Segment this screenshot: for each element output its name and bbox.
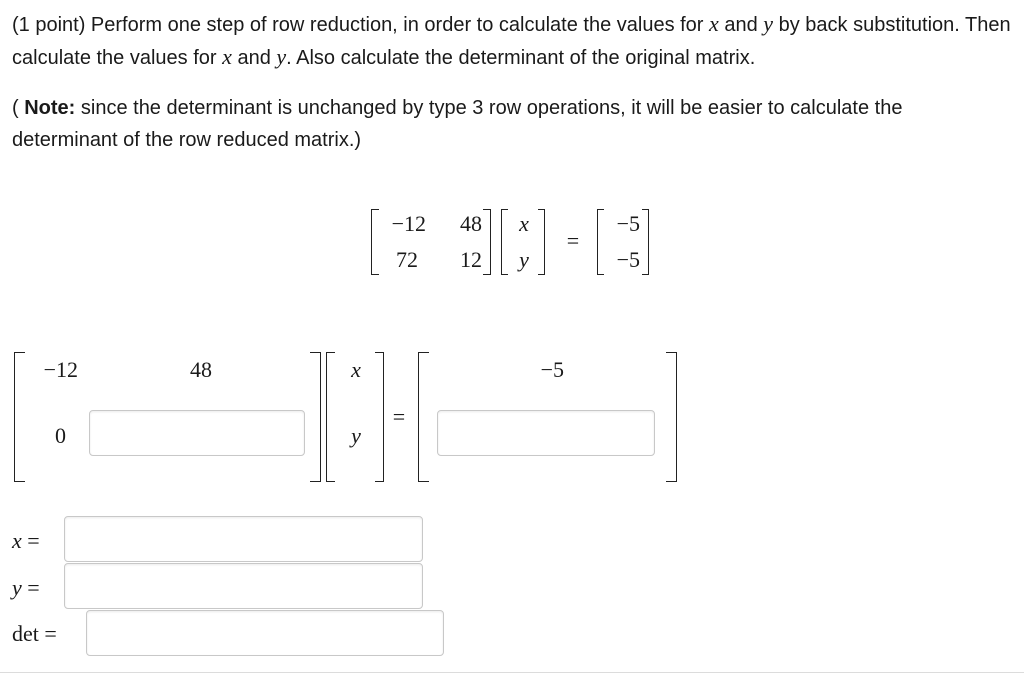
problem-paragraph — [12, 8, 1012, 74]
problem-statement — [12, 8, 1012, 174]
reduced-entry-r1c1: −12 — [43, 357, 78, 382]
matrix-entry-r2c2: 12 — [460, 247, 482, 272]
matrix-left-bracket — [371, 209, 379, 275]
equals-sign: = — [566, 228, 580, 253]
rhs-right-bracket — [642, 209, 649, 275]
reduced-rhs-left-bracket — [418, 352, 429, 482]
rhs-entry-1: −5 — [616, 211, 640, 236]
reduced-vector-y: y — [351, 423, 361, 448]
vector-right-bracket — [538, 209, 545, 275]
vector-x: x — [519, 211, 529, 236]
reduced-matrix-right-bracket — [310, 352, 321, 482]
det-answer-input[interactable] — [86, 610, 444, 656]
problem-text-and-2: and — [231, 47, 277, 69]
note-paragraph — [12, 92, 1012, 156]
note-open: ( — [12, 97, 25, 119]
y-answer-input[interactable] — [64, 563, 423, 609]
rhs-left-bracket — [597, 209, 604, 275]
reduced-entry-r1c2: 48 — [190, 357, 212, 382]
var-y: y — [763, 11, 774, 36]
reduced-matrix-left-bracket — [14, 352, 25, 482]
var-x: x — [709, 11, 719, 36]
var-y-2: y — [276, 44, 287, 69]
vector-left-bracket — [501, 209, 508, 275]
var-x-2: x — [222, 44, 232, 69]
det-label: det = — [12, 621, 57, 646]
note-text: since the determinant is unchanged by type 3 row operations, it will be easier to calculate the determinant of the row reduced matrix.) — [12, 97, 903, 151]
matrix-entry-r1c2: 48 — [460, 211, 482, 236]
matrix-entry-r2c1: 72 — [396, 247, 418, 272]
problem-text-2: by back substitution. Then calculate the values for — [12, 14, 1011, 69]
reduced-equals-sign: = — [392, 404, 406, 429]
note-label: Note: — [24, 97, 76, 119]
problem-text-3: . Also calculate the determinant of the original matrix. — [286, 47, 756, 69]
matrix-entry-r1c1: −12 — [391, 211, 426, 236]
problem-text-1: (1 point) Perform one step of row reduction, in order to calculate the values for — [12, 14, 710, 36]
reduced-vector-right-bracket — [375, 352, 384, 482]
reduced-rhs-right-bracket — [666, 352, 677, 482]
reduced-entry-r2c2-input[interactable] — [89, 410, 305, 456]
reduced-rhs-entry-2-input[interactable] — [437, 410, 655, 456]
matrix-right-bracket — [483, 209, 491, 275]
reduced-vector-left-bracket — [326, 352, 335, 482]
rhs-entry-2: −5 — [616, 247, 640, 272]
reduced-rhs-entry-1: −5 — [540, 357, 564, 382]
x-label: x = — [12, 528, 40, 553]
vector-y: y — [519, 247, 529, 272]
problem-text-and-1: and — [718, 14, 764, 36]
reduced-entry-r2c1: 0 — [55, 423, 66, 448]
y-label: y = — [12, 575, 40, 600]
reduced-vector-x: x — [351, 357, 361, 382]
x-answer-input[interactable] — [64, 516, 423, 562]
